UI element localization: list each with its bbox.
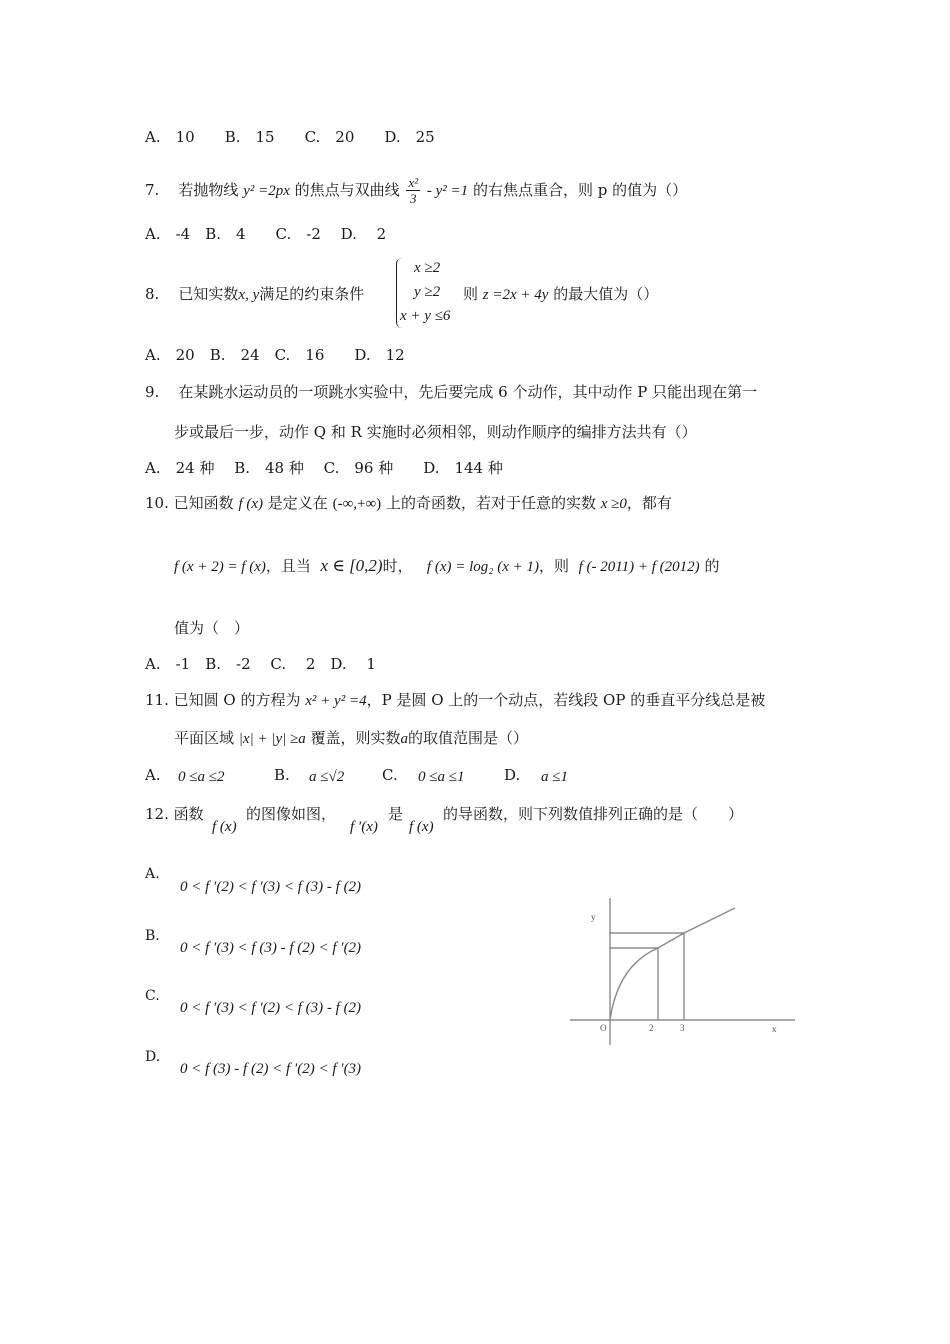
q11-number: 11. [145, 691, 169, 709]
q12-opt-a: 0 < f ′(2) < f ′(3) < f (3) - f (2) [180, 879, 362, 895]
q11-region: |x| + |y| ≥a [238, 731, 306, 747]
q11-line-2 [174, 729, 528, 748]
q10-expr: f (- 2011) + f (2012) [578, 559, 700, 575]
q12-text-b: 的图像如图， [246, 805, 337, 823]
q10-periodic: f (x + 2) = f (x) [174, 559, 266, 575]
q8-constraint-2: y ≥2 [414, 284, 441, 300]
q11-opt-c: 0 ≤a ≤1 [418, 769, 465, 785]
q12-opt-b-letter: B. [145, 928, 160, 944]
q8-text-c: 则 [463, 285, 479, 303]
q10-text-b: 是定义在 [267, 494, 328, 512]
q11-text-a: 已知圆 O 的方程为 [173, 691, 301, 709]
q7-frac-den: 3 [410, 191, 417, 206]
question-8 [145, 285, 364, 304]
q7-text-a: 若抛物线 [178, 181, 239, 199]
q7-text-b: 的焦点与双曲线 [294, 181, 400, 199]
question-7 [145, 175, 687, 207]
q10-text-d: ，都有 [626, 494, 672, 512]
q10-text-a: 已知函数 [173, 494, 234, 512]
q10-line-3: 值为（ ） [174, 619, 250, 637]
q8-text-a: 已知实数 [178, 285, 239, 303]
origin-label: O [600, 1023, 607, 1033]
q10-domain: x ∈ [0,2) [320, 556, 383, 575]
q10-text-f: 时， [382, 557, 413, 575]
q11-opt-d-letter: D. [504, 766, 521, 784]
q10-number: 10. [145, 494, 169, 512]
q10-text-h: 的 [704, 557, 720, 575]
q10-interval: (-∞,+∞) [332, 496, 382, 512]
q11-opt-b: a ≤√2 [309, 769, 345, 785]
q11-text-c: 平面区域 [174, 729, 235, 747]
q11-text-d: 覆盖，则实数 [310, 729, 401, 747]
q7-fraction [406, 175, 420, 207]
q12-fpx: f ′(x) [350, 819, 378, 835]
q10-log: f (x) = log₂ (x + 1) [426, 559, 540, 575]
x-axis-label: x [772, 1024, 777, 1034]
q11-opt-a-letter: A. [145, 766, 161, 784]
q12-text-c: 是 [388, 805, 404, 823]
q12-fx: f (x) [212, 819, 237, 835]
q12-opt-d: 0 < f (3) - f (2) < f ′(2) < f ′(3) [180, 1061, 362, 1077]
q8-vars: x, y [238, 287, 260, 303]
q10-options: A. -1 B. -2 C. 2 D. 1 [145, 655, 376, 673]
q8-constraint-system [396, 258, 456, 328]
q7-number: 7. [145, 181, 160, 199]
q12-opt-c: 0 < f ′(3) < f ′(2) < f (3) - f (2) [180, 1000, 362, 1016]
question-10 [145, 494, 672, 513]
q11-text-e: 的取值范围是（） [408, 729, 529, 747]
q7-frac-num: x² [408, 175, 419, 190]
q7-options: A. -4 B. 4 C. -2 D. 2 [145, 225, 387, 243]
question-12 [145, 805, 204, 823]
q12-number: 12. [145, 805, 169, 823]
q12-function-graph [560, 890, 800, 1050]
q8-objective: z =2x + 4y [482, 287, 549, 303]
q7-tail: - y² =1 [426, 183, 469, 199]
q11-text-b: ，P 是圆 O 上的一个动点，若线段 OP 的垂直平分线总是被 [366, 691, 766, 709]
q9-line-1: 在某跳水运动员的一项跳水实验中，先后要完成 6 个动作，其中动作 P 只能出现在第一 [178, 383, 758, 401]
q12-opt-d-letter: D. [145, 1049, 161, 1065]
q11-circle: x² + y² =4 [305, 693, 367, 709]
q10-text-e: ，且当 [265, 557, 311, 575]
q10-text-g: ，则 [539, 557, 570, 575]
q12-text-a: 函数 [173, 805, 204, 823]
q11-opt-a: 0 ≤a ≤2 [178, 769, 225, 785]
q8-text-d: 的最大值为（） [553, 285, 659, 303]
q11-opt-b-letter: B. [274, 766, 290, 784]
q10-line-2 [174, 556, 719, 576]
q10-text-c: 上的奇函数，若对于任意的实数 [385, 494, 596, 512]
q12-opt-a-letter: A. [145, 866, 160, 882]
q8-constraint-1: x ≥2 [414, 260, 441, 276]
q9-line-2: 步或最后一步，动作 Q 和 R 实施时必须相邻，则动作顺序的编排方法共有（） [174, 423, 697, 441]
y-axis-label: y [591, 912, 596, 922]
q11-opt-c-letter: C. [382, 766, 398, 784]
q8-objective-line [463, 285, 658, 304]
question-9 [145, 383, 757, 401]
tick-label-2: 2 [649, 1023, 654, 1033]
q11-opt-d: a ≤1 [541, 769, 568, 785]
q12-opt-b: 0 < f ′(3) < f (3) - f (2) < f ′(2) [180, 940, 362, 956]
q12-opt-c-letter: C. [145, 988, 160, 1004]
q10-cond: x ≥0 [600, 496, 627, 512]
q8-options: A. 20 B. 24 C. 16 D. 12 [145, 346, 405, 364]
tick-label-3: 3 [680, 1023, 685, 1033]
q8-text-b: 满足的约束条件 [259, 285, 365, 303]
q8-number: 8. [145, 285, 160, 303]
q8-constraint-3: x + y ≤6 [400, 308, 451, 324]
q7-parabola: y² =2px [243, 183, 290, 199]
q11-var-a: a [400, 731, 409, 747]
q7-text-c: 的右焦点重合，则 p 的值为（） [472, 181, 688, 199]
q12-fx2: f (x) [409, 819, 434, 835]
function-curve [610, 908, 735, 1020]
q10-fx: f (x) [238, 496, 264, 512]
q12-text-d: 的导函数，则下列数值排列正确的是（ ） [443, 805, 744, 823]
q9-options: A. 24 种 B. 48 种 C. 96 种 D. 144 种 [145, 459, 503, 477]
q6-options: A. 10 B. 15 C. 20 D. 25 [145, 128, 435, 146]
q9-number: 9. [145, 383, 160, 401]
question-11 [145, 691, 765, 710]
